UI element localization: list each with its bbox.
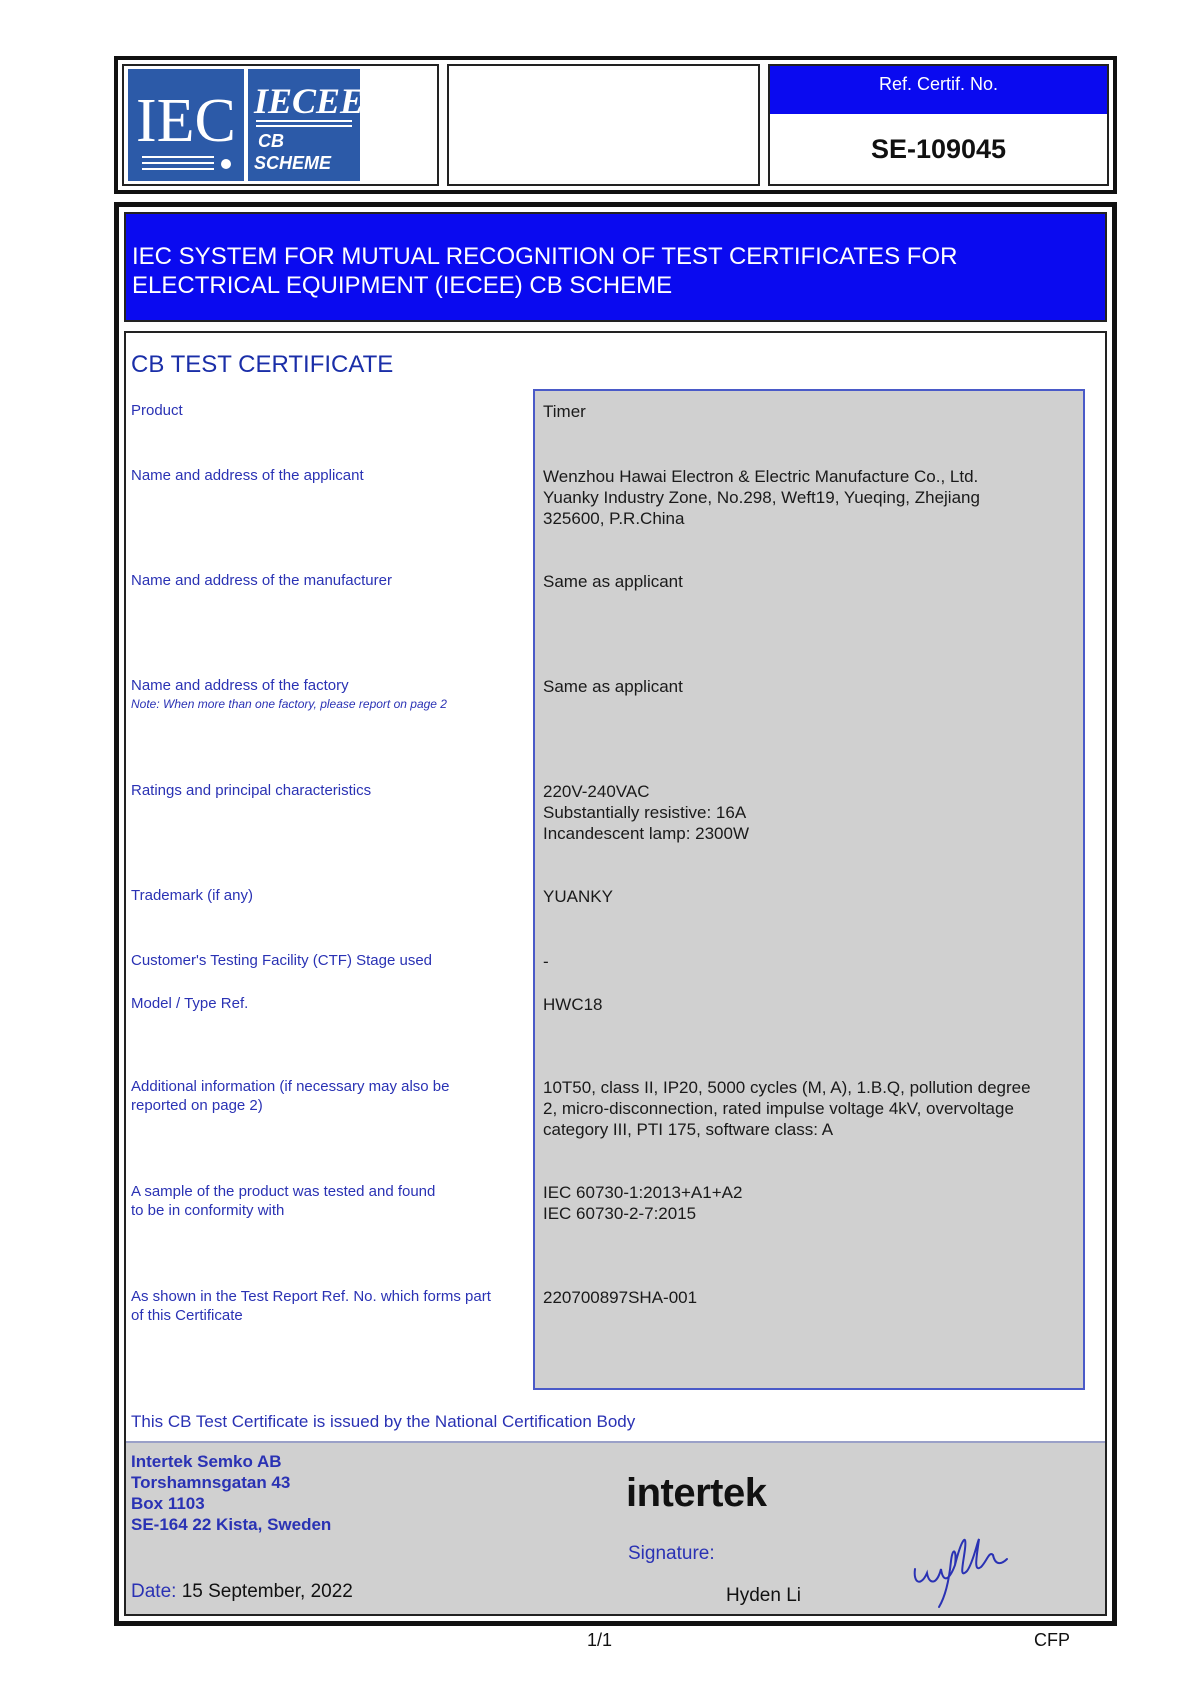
- field-label-conformity: [131, 1182, 435, 1220]
- conformity-label-line-2: to be in conformity with: [131, 1202, 285, 1219]
- ref-certif-label: Ref. Certif. No.: [770, 66, 1107, 114]
- field-label-applicant: Name and address of the applicant: [131, 467, 364, 484]
- additional-line-1: 10T50, class II, IP20, 5000 cycles (M, A), 1.B.Q, pollution degree: [543, 1078, 1031, 1097]
- field-value-additional-info: [543, 1077, 1031, 1140]
- ratings-line-1: 220V-240VAC: [543, 782, 650, 801]
- standard-line-2: IEC 60730-2-7:2015: [543, 1204, 697, 1223]
- scheme-logo-text: SCHEME: [254, 153, 332, 173]
- form-code: CFP: [1034, 1630, 1070, 1650]
- ref-certificate-cell: [768, 64, 1109, 186]
- address-line-3: Box 1103: [131, 1494, 205, 1513]
- ratings-line-3: Incandescent lamp: 2300W: [543, 824, 750, 843]
- date-value: 15 September, 2022: [181, 1581, 353, 1602]
- issued-by-statement: This CB Test Certificate is issued by the National Certification Body: [131, 1412, 636, 1431]
- field-label-additional-info: [131, 1077, 450, 1115]
- page-number: 1/1: [587, 1630, 613, 1650]
- logo-cell: [122, 64, 439, 186]
- values-panel: [533, 389, 1085, 1390]
- field-value-conformity: [543, 1182, 742, 1224]
- date-label: Date:: [131, 1581, 177, 1602]
- field-label-model: Model / Type Ref.: [131, 995, 249, 1012]
- report-label-line-1: As shown in the Test Report Ref. No. which forms part: [131, 1288, 491, 1305]
- cb-logo-text: CB: [258, 131, 284, 151]
- additional-line-3: category III, PTI 175, software class: A: [543, 1120, 834, 1139]
- certification-body-footer: [126, 1441, 1105, 1614]
- factory-label-text: Name and address of the factory: [131, 677, 349, 694]
- field-value-model: HWC18: [543, 995, 603, 1014]
- iec-logo: [128, 69, 244, 181]
- address-line-4: SE-164 22 Kista, Sweden: [131, 1515, 332, 1534]
- signer-name: Hyden Li: [726, 1585, 801, 1606]
- additional-line-2: 2, micro-disconnection, rated impulse voltage 4kV, overvoltage: [543, 1099, 1014, 1118]
- ratings-line-2: Substantially resistive: 16A: [543, 803, 747, 822]
- field-value-factory: Same as applicant: [543, 677, 683, 696]
- field-value-ratings: [543, 781, 749, 844]
- field-value-ctf: -: [543, 952, 549, 971]
- certificate-header: [114, 56, 1117, 194]
- iec-logo-text: IEC: [136, 87, 236, 155]
- banner-line-2: ELECTRICAL EQUIPMENT (IECEE) CB SCHEME: [132, 272, 673, 299]
- banner-line-1: IEC SYSTEM FOR MUTUAL RECOGNITION OF TEST CERTIFICATES FOR: [132, 243, 958, 270]
- signature-label: Signature:: [628, 1543, 715, 1564]
- field-label-test-report: [131, 1287, 491, 1325]
- standard-line-1: IEC 60730-1:2013+A1+A2: [543, 1183, 743, 1202]
- additional-label-line-1: Additional information (if necessary may also be: [131, 1078, 450, 1095]
- scheme-banner: [124, 212, 1107, 322]
- intertek-logo: intertek: [626, 1471, 767, 1515]
- field-value-test-report: 220700897SHA-001: [543, 1288, 698, 1307]
- factory-note: Note: When more than one factory, please report on page 2: [131, 697, 447, 711]
- certificate-content: [124, 331, 1107, 1616]
- field-value-product: Timer: [543, 402, 586, 421]
- certificate-body: [114, 202, 1117, 1626]
- address-line-1: Intertek Semko AB: [131, 1452, 282, 1471]
- field-label-manufacturer: Name and address of the manufacturer: [131, 572, 392, 589]
- field-value-manufacturer: Same as applicant: [543, 572, 683, 591]
- applicant-line-3: 325600, P.R.China: [543, 509, 685, 528]
- applicant-line-2: Yuanky Industry Zone, No.298, Weft19, Yueqing, Zhejiang: [543, 488, 980, 507]
- field-label-trademark: Trademark (if any): [131, 887, 253, 904]
- ref-certif-number: SE-109045: [770, 114, 1107, 184]
- certificate-title: CB TEST CERTIFICATE: [131, 351, 394, 378]
- field-value-trademark: YUANKY: [543, 887, 613, 906]
- field-label-ctf: Customer's Testing Facility (CTF) Stage used: [131, 952, 433, 969]
- issue-date: [131, 1581, 353, 1603]
- field-label-ratings: Ratings and principal characteristics: [131, 782, 372, 799]
- field-label-factory: [131, 676, 447, 714]
- handwritten-signature: [909, 1521, 1019, 1611]
- blank-header-cell: [447, 64, 760, 186]
- report-label-line-2: of this Certificate: [131, 1307, 243, 1324]
- iecee-cb-scheme-logo: [248, 69, 360, 181]
- field-label-product: Product: [131, 402, 183, 419]
- address-line-2: Torshamnsgatan 43: [131, 1473, 291, 1492]
- certification-body-address: [131, 1451, 331, 1535]
- applicant-line-1: Wenzhou Hawai Electron & Electric Manufacture Co., Ltd.: [543, 467, 979, 486]
- conformity-label-line-1: A sample of the product was tested and found: [131, 1183, 436, 1200]
- additional-label-line-2: reported on page 2): [131, 1097, 263, 1114]
- field-value-applicant: [543, 466, 980, 529]
- iecee-logo-text: IECEE: [254, 81, 360, 121]
